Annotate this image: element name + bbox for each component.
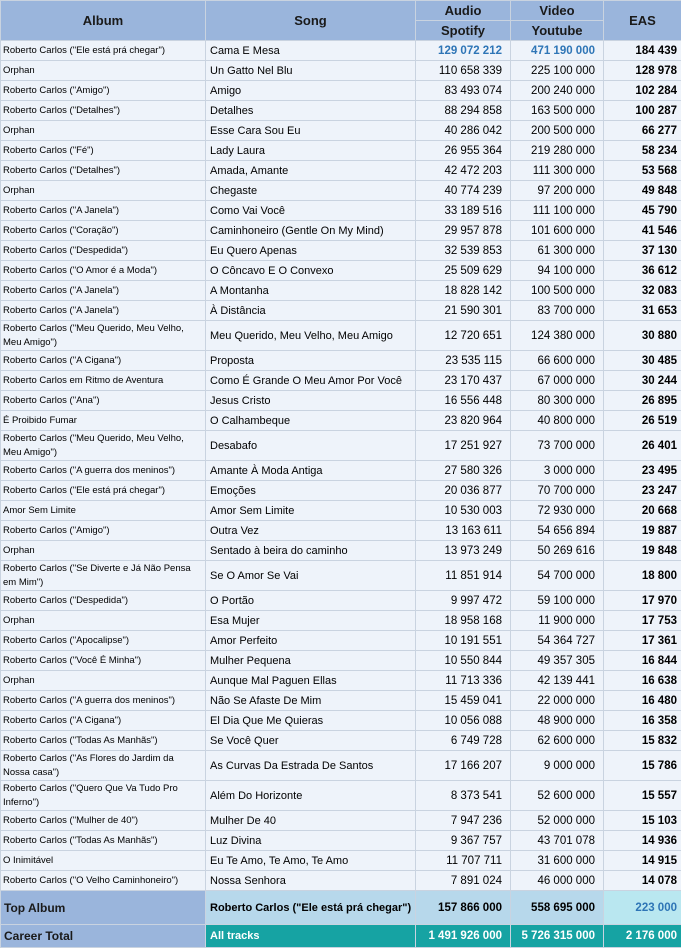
- youtube-cell: 54 656 894: [511, 521, 604, 541]
- youtube-cell: 72 930 000: [511, 501, 604, 521]
- youtube-cell: 94 100 000: [511, 261, 604, 281]
- song-cell: A Montanha: [206, 281, 416, 301]
- youtube-cell: 54 700 000: [511, 561, 604, 591]
- eas-cell: 23 495: [604, 461, 681, 481]
- eas-cell: 30 244: [604, 371, 681, 391]
- spotify-cell: 7 947 236: [416, 811, 511, 831]
- top-album-spotify: 157 866 000: [416, 891, 511, 925]
- song-cell: Lady Laura: [206, 141, 416, 161]
- youtube-cell: 48 900 000: [511, 711, 604, 731]
- spotify-cell: 10 056 088: [416, 711, 511, 731]
- career-total-label: Career Total: [1, 925, 206, 948]
- table-row: [1, 541, 681, 561]
- spotify-cell: 10 530 003: [416, 501, 511, 521]
- table-row: [1, 461, 681, 481]
- table-row: [1, 221, 681, 241]
- table-row: [1, 731, 681, 751]
- table-row: [1, 261, 681, 281]
- top-album-eas: 223 000: [604, 891, 681, 925]
- table-row: [1, 501, 681, 521]
- spotify-cell: 10 191 551: [416, 631, 511, 651]
- song-cell: Eu Quero Apenas: [206, 241, 416, 261]
- album-cell: Orphan: [1, 61, 206, 81]
- spotify-cell: 42 472 203: [416, 161, 511, 181]
- table-row: [1, 751, 681, 781]
- youtube-cell: 471 190 000: [511, 41, 604, 61]
- table-row: [1, 81, 681, 101]
- eas-cell: 58 234: [604, 141, 681, 161]
- career-total-youtube: 5 726 315 000: [511, 925, 604, 948]
- eas-cell: 49 848: [604, 181, 681, 201]
- table-row: [1, 181, 681, 201]
- album-cell: Roberto Carlos ("Despedida"): [1, 591, 206, 611]
- song-cell: As Curvas Da Estrada De Santos: [206, 751, 416, 781]
- album-cell: Roberto Carlos ("Ele está prá chegar"): [1, 41, 206, 61]
- album-cell: Roberto Carlos ("A Cigana"): [1, 351, 206, 371]
- top-album-label: Top Album: [1, 891, 206, 925]
- album-cell: Roberto Carlos ("Meu Querido, Meu Velho, Meu Amigo"): [1, 431, 206, 461]
- song-cell: Se O Amor Se Vai: [206, 561, 416, 591]
- album-cell: Orphan: [1, 121, 206, 141]
- song-cell: Sentado à beira do caminho: [206, 541, 416, 561]
- song-cell: À Distância: [206, 301, 416, 321]
- youtube-cell: 83 700 000: [511, 301, 604, 321]
- album-cell: Roberto Carlos ("Amigo"): [1, 521, 206, 541]
- song-cell: Além Do Horizonte: [206, 781, 416, 811]
- spotify-cell: 10 550 844: [416, 651, 511, 671]
- eas-cell: 53 568: [604, 161, 681, 181]
- album-cell: Roberto Carlos ("Fé"): [1, 141, 206, 161]
- table-row: [1, 391, 681, 411]
- eas-cell: 23 247: [604, 481, 681, 501]
- youtube-cell: 43 701 078: [511, 831, 604, 851]
- table-row: [1, 561, 681, 591]
- table-row: [1, 691, 681, 711]
- eas-cell: 30 485: [604, 351, 681, 371]
- song-cell: Amor Perfeito: [206, 631, 416, 651]
- eas-cell: 15 786: [604, 751, 681, 781]
- eas-cell: 19 848: [604, 541, 681, 561]
- youtube-cell: 59 100 000: [511, 591, 604, 611]
- table-row: [1, 651, 681, 671]
- album-cell: Roberto Carlos ("A guerra dos meninos"): [1, 691, 206, 711]
- spotify-cell: 83 493 074: [416, 81, 511, 101]
- youtube-cell: 22 000 000: [511, 691, 604, 711]
- album-cell: Amor Sem Limite: [1, 501, 206, 521]
- song-cell: O Côncavo E O Convexo: [206, 261, 416, 281]
- table-row: [1, 301, 681, 321]
- spotify-cell: 18 958 168: [416, 611, 511, 631]
- table-row: [1, 481, 681, 501]
- career-total-row: [1, 925, 681, 948]
- song-cell: Esse Cara Sou Eu: [206, 121, 416, 141]
- table-row: [1, 871, 681, 891]
- table-footer: [1, 891, 681, 948]
- table-header: [1, 1, 681, 41]
- youtube-cell: 42 139 441: [511, 671, 604, 691]
- table-row: [1, 431, 681, 461]
- album-cell: Roberto Carlos ("O Amor é a Moda"): [1, 261, 206, 281]
- table-row: [1, 101, 681, 121]
- eas-cell: 14 936: [604, 831, 681, 851]
- album-cell: Roberto Carlos ("Coração"): [1, 221, 206, 241]
- album-cell: Orphan: [1, 181, 206, 201]
- eas-cell: 128 978: [604, 61, 681, 81]
- spotify-cell: 129 072 212: [416, 41, 511, 61]
- song-cell: El Dia Que Me Quieras: [206, 711, 416, 731]
- song-cell: Jesus Cristo: [206, 391, 416, 411]
- eas-cell: 16 358: [604, 711, 681, 731]
- spotify-cell: 8 373 541: [416, 781, 511, 811]
- spotify-cell: 20 036 877: [416, 481, 511, 501]
- album-cell: Roberto Carlos ("A guerra dos meninos"): [1, 461, 206, 481]
- album-cell: Roberto Carlos ("Despedida"): [1, 241, 206, 261]
- table-row: [1, 521, 681, 541]
- eas-cell: 102 284: [604, 81, 681, 101]
- eas-cell: 15 832: [604, 731, 681, 751]
- youtube-cell: 31 600 000: [511, 851, 604, 871]
- song-cell: Aunque Mal Paguen Ellas: [206, 671, 416, 691]
- spotify-cell: 7 891 024: [416, 871, 511, 891]
- eas-cell: 30 880: [604, 321, 681, 351]
- youtube-cell: 101 600 000: [511, 221, 604, 241]
- table-row: [1, 61, 681, 81]
- top-album-row: [1, 891, 681, 925]
- song-cell: Amante À Moda Antiga: [206, 461, 416, 481]
- spotify-cell: 88 294 858: [416, 101, 511, 121]
- album-cell: Roberto Carlos ("Quero Que Va Tudo Pro Inferno"): [1, 781, 206, 811]
- album-cell: O Inimitável: [1, 851, 206, 871]
- youtube-cell: 3 000 000: [511, 461, 604, 481]
- spotify-cell: 6 749 728: [416, 731, 511, 751]
- header-audio: Audio: [416, 1, 511, 21]
- album-cell: Roberto Carlos ("A Cigana"): [1, 711, 206, 731]
- spotify-cell: 27 580 326: [416, 461, 511, 481]
- career-total-eas: 2 176 000: [604, 925, 681, 948]
- eas-cell: 45 790: [604, 201, 681, 221]
- spotify-cell: 11 713 336: [416, 671, 511, 691]
- youtube-cell: 97 200 000: [511, 181, 604, 201]
- table-row: [1, 611, 681, 631]
- song-cell: Como Vai Você: [206, 201, 416, 221]
- header-eas: EAS: [604, 1, 681, 41]
- song-cell: O Calhambeque: [206, 411, 416, 431]
- song-cell: Cama E Mesa: [206, 41, 416, 61]
- spotify-cell: 23 820 964: [416, 411, 511, 431]
- spotify-cell: 9 367 757: [416, 831, 511, 851]
- song-cell: Proposta: [206, 351, 416, 371]
- eas-cell: 17 361: [604, 631, 681, 651]
- youtube-cell: 66 600 000: [511, 351, 604, 371]
- spotify-cell: 12 720 651: [416, 321, 511, 351]
- album-cell: Roberto Carlos em Ritmo de Aventura: [1, 371, 206, 391]
- song-cell: Se Você Quer: [206, 731, 416, 751]
- eas-cell: 37 130: [604, 241, 681, 261]
- table-row: [1, 121, 681, 141]
- eas-cell: 16 638: [604, 671, 681, 691]
- youtube-cell: 52 000 000: [511, 811, 604, 831]
- song-cell: Mulher Pequena: [206, 651, 416, 671]
- eas-cell: 26 401: [604, 431, 681, 461]
- album-cell: Orphan: [1, 671, 206, 691]
- album-cell: Roberto Carlos ("Ele está prá chegar"): [1, 481, 206, 501]
- career-total-song: All tracks: [206, 925, 416, 948]
- song-cell: Amigo: [206, 81, 416, 101]
- header-video: Video: [511, 1, 604, 21]
- youtube-cell: 200 240 000: [511, 81, 604, 101]
- album-cell: É Proibido Fumar: [1, 411, 206, 431]
- album-cell: Roberto Carlos ("O Velho Caminhoneiro"): [1, 871, 206, 891]
- album-cell: Roberto Carlos ("Apocalipse"): [1, 631, 206, 651]
- spotify-cell: 13 163 611: [416, 521, 511, 541]
- spotify-cell: 16 556 448: [416, 391, 511, 411]
- spotify-cell: 32 539 853: [416, 241, 511, 261]
- youtube-cell: 100 500 000: [511, 281, 604, 301]
- album-cell: Roberto Carlos ("A Janela"): [1, 201, 206, 221]
- eas-cell: 17 753: [604, 611, 681, 631]
- youtube-cell: 46 000 000: [511, 871, 604, 891]
- youtube-cell: 225 100 000: [511, 61, 604, 81]
- eas-cell: 17 970: [604, 591, 681, 611]
- album-cell: Roberto Carlos ("A Janela"): [1, 281, 206, 301]
- spotify-cell: 13 973 249: [416, 541, 511, 561]
- spotify-cell: 15 459 041: [416, 691, 511, 711]
- youtube-cell: 40 800 000: [511, 411, 604, 431]
- song-cell: Caminhoneiro (Gentle On My Mind): [206, 221, 416, 241]
- song-cell: Chegaste: [206, 181, 416, 201]
- table-row: [1, 591, 681, 611]
- table-row: [1, 41, 681, 61]
- table-row: [1, 811, 681, 831]
- header-youtube: Youtube: [511, 21, 604, 41]
- spotify-cell: 25 509 629: [416, 261, 511, 281]
- album-cell: Roberto Carlos ("Ana"): [1, 391, 206, 411]
- eas-cell: 31 653: [604, 301, 681, 321]
- eas-cell: 32 083: [604, 281, 681, 301]
- song-cell: Emoções: [206, 481, 416, 501]
- youtube-cell: 11 900 000: [511, 611, 604, 631]
- song-cell: Eu Te Amo, Te Amo, Te Amo: [206, 851, 416, 871]
- spotify-cell: 29 957 878: [416, 221, 511, 241]
- eas-cell: 20 668: [604, 501, 681, 521]
- eas-cell: 36 612: [604, 261, 681, 281]
- spotify-cell: 40 774 239: [416, 181, 511, 201]
- spotify-cell: 110 658 339: [416, 61, 511, 81]
- table-row: [1, 411, 681, 431]
- song-cell: Desabafo: [206, 431, 416, 461]
- song-cell: Nossa Senhora: [206, 871, 416, 891]
- spotify-cell: 17 166 207: [416, 751, 511, 781]
- song-cell: Amor Sem Limite: [206, 501, 416, 521]
- spotify-cell: 9 997 472: [416, 591, 511, 611]
- album-cell: Roberto Carlos ("Você É Minha"): [1, 651, 206, 671]
- eas-cell: 26 519: [604, 411, 681, 431]
- album-cell: Roberto Carlos ("Amigo"): [1, 81, 206, 101]
- song-cell: Como É Grande O Meu Amor Por Você: [206, 371, 416, 391]
- eas-cell: 18 800: [604, 561, 681, 591]
- youtube-cell: 219 280 000: [511, 141, 604, 161]
- album-cell: Roberto Carlos ("Meu Querido, Meu Velho, Meu Amigo"): [1, 321, 206, 351]
- table-row: [1, 851, 681, 871]
- top-album-name: Roberto Carlos ("Ele está prá chegar"): [206, 891, 416, 925]
- youtube-cell: 200 500 000: [511, 121, 604, 141]
- eas-cell: 14 915: [604, 851, 681, 871]
- spotify-cell: 11 707 711: [416, 851, 511, 871]
- header-album: Album: [1, 1, 206, 41]
- album-cell: Roberto Carlos ("Detalhes"): [1, 101, 206, 121]
- eas-cell: 16 480: [604, 691, 681, 711]
- table-row: [1, 711, 681, 731]
- song-cell: Não Se Afaste De Mim: [206, 691, 416, 711]
- table-row: [1, 671, 681, 691]
- song-cell: Detalhes: [206, 101, 416, 121]
- song-cell: Luz Divina: [206, 831, 416, 851]
- youtube-cell: 111 100 000: [511, 201, 604, 221]
- spotify-cell: 26 955 364: [416, 141, 511, 161]
- album-cell: Orphan: [1, 611, 206, 631]
- song-cell: Mulher De 40: [206, 811, 416, 831]
- eas-cell: 100 287: [604, 101, 681, 121]
- table-row: [1, 241, 681, 261]
- table-row: [1, 161, 681, 181]
- youtube-cell: 80 300 000: [511, 391, 604, 411]
- spotify-cell: 17 251 927: [416, 431, 511, 461]
- eas-cell: 16 844: [604, 651, 681, 671]
- song-cell: Outra Vez: [206, 521, 416, 541]
- table-row: [1, 831, 681, 851]
- song-cell: O Portão: [206, 591, 416, 611]
- header-song: Song: [206, 1, 416, 41]
- top-album-youtube: 558 695 000: [511, 891, 604, 925]
- eas-cell: 14 078: [604, 871, 681, 891]
- eas-cell: 184 439: [604, 41, 681, 61]
- album-cell: Roberto Carlos ("Detalhes"): [1, 161, 206, 181]
- youtube-cell: 73 700 000: [511, 431, 604, 461]
- eas-cell: 26 895: [604, 391, 681, 411]
- eas-cell: 41 546: [604, 221, 681, 241]
- header-spotify: Spotify: [416, 21, 511, 41]
- youtube-cell: 163 500 000: [511, 101, 604, 121]
- youtube-cell: 67 000 000: [511, 371, 604, 391]
- table-row: [1, 321, 681, 351]
- eas-cell: 66 277: [604, 121, 681, 141]
- youtube-cell: 62 600 000: [511, 731, 604, 751]
- youtube-cell: 61 300 000: [511, 241, 604, 261]
- table-row: [1, 351, 681, 371]
- album-cell: Roberto Carlos ("Todas As Manhãs"): [1, 731, 206, 751]
- album-cell: Orphan: [1, 541, 206, 561]
- youtube-cell: 9 000 000: [511, 751, 604, 781]
- youtube-cell: 70 700 000: [511, 481, 604, 501]
- table-row: [1, 281, 681, 301]
- spotify-cell: 11 851 914: [416, 561, 511, 591]
- album-cell: Roberto Carlos ("Mulher de 40"): [1, 811, 206, 831]
- table-body: [1, 41, 681, 891]
- youtube-cell: 124 380 000: [511, 321, 604, 351]
- youtube-cell: 54 364 727: [511, 631, 604, 651]
- spotify-cell: 18 828 142: [416, 281, 511, 301]
- youtube-cell: 50 269 616: [511, 541, 604, 561]
- song-cell: Amada, Amante: [206, 161, 416, 181]
- eas-cell: 15 557: [604, 781, 681, 811]
- song-cell: Meu Querido, Meu Velho, Meu Amigo: [206, 321, 416, 351]
- table-row: [1, 371, 681, 391]
- table-row: [1, 781, 681, 811]
- album-cell: Roberto Carlos ("As Flores do Jardim da Nossa casa"): [1, 751, 206, 781]
- table-row: [1, 201, 681, 221]
- album-cell: Roberto Carlos ("Todas As Manhãs"): [1, 831, 206, 851]
- youtube-cell: 49 357 305: [511, 651, 604, 671]
- youtube-cell: 52 600 000: [511, 781, 604, 811]
- spotify-cell: 23 535 115: [416, 351, 511, 371]
- song-cell: Esa Mujer: [206, 611, 416, 631]
- table-row: [1, 141, 681, 161]
- eas-cell: 15 103: [604, 811, 681, 831]
- spotify-cell: 33 189 516: [416, 201, 511, 221]
- table-row: [1, 631, 681, 651]
- song-cell: Un Gatto Nel Blu: [206, 61, 416, 81]
- album-cell: Roberto Carlos ("Se Diverte e Já Não Pensa em Mim"): [1, 561, 206, 591]
- spotify-cell: 40 286 042: [416, 121, 511, 141]
- youtube-cell: 111 300 000: [511, 161, 604, 181]
- eas-cell: 19 887: [604, 521, 681, 541]
- album-cell: Roberto Carlos ("A Janela"): [1, 301, 206, 321]
- spotify-cell: 21 590 301: [416, 301, 511, 321]
- spotify-cell: 23 170 437: [416, 371, 511, 391]
- career-total-spotify: 1 491 926 000: [416, 925, 511, 948]
